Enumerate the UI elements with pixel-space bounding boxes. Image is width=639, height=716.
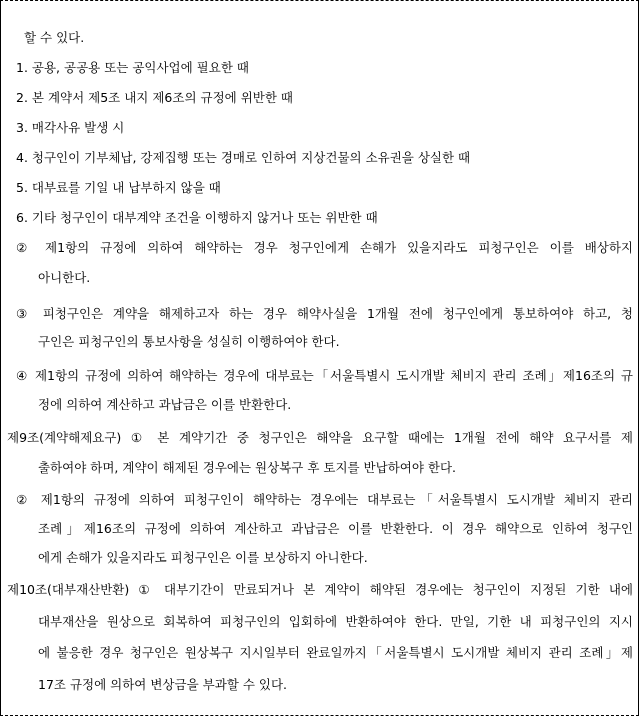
article-9-line-2: 출하여야 하며, 계약이 해제된 경우에는 원상복구 후 토지를 반납하여야 한다. [38, 460, 457, 475]
article-10-line-2: 대부재산을 원상으로 회복하여 피청구인의 입회하에 반환하여야 한다. 만일, 기한 내 피청구인의 지시 [38, 614, 633, 629]
paragraph-2-line-2: 아니한다. [38, 270, 91, 285]
text-line-1: 할 수 있다. [24, 30, 85, 45]
article-10-line-3: 에 불응한 경우 청구인은 원상복구 지시일부터 완료일까지「서울특별시 도시개발 체비지 관리 조례」제 [38, 645, 633, 660]
list-item-4: 4. 청구인이 기부체납, 강제집행 또는 경매로 인하여 지상건물의 소유권을 상실한 때 [16, 150, 471, 165]
paragraph-3-line-1: ③ 피청구인은 계약을 해제하고자 하는 경우 해약사실을 1개월 전에 청구인에게 통보하여야 하고, 청 [16, 306, 633, 321]
article-10-line-4: 17조 규정에 의하여 변상금을 부과할 수 있다. [38, 677, 287, 692]
list-item-2: 2. 본 계약서 제5조 내지 제6조의 규정에 위반한 때 [16, 90, 293, 105]
paragraph-3-line-2: 구인은 피청구인의 통보사항을 성실히 이행하여야 한다. [38, 334, 340, 349]
paragraph-4-line-2: 정에 의하여 계산하고 과납금은 이를 반환한다. [38, 397, 292, 412]
article-9-para-2-line-2: 조례」제16조의 규정에 의하여 계산하고 과납금은 이를 반환한다. 이 경우 해약으로 인하여 청구인 [38, 521, 633, 536]
list-item-3: 3. 매각사유 발생 시 [16, 120, 125, 135]
paragraph-2-line-1: ② 제1항의 규정에 의하여 해약하는 경우 청구인에게 손해가 있을지라도 피청구인은 이를 배상하지 [16, 240, 633, 255]
article-9-line-1: 제9조(계약해제요구) ① 본 계약기간 중 청구인은 해약을 요구할 때에는 1개월 전에 해약 요구서를 제 [7, 430, 633, 445]
article-9-para-2-line-1: ② 제1항의 규정에 의하여 피청구인이 해약하는 경우에는 대부료는「서울특별시 도시개발 체비지 관리 [16, 492, 633, 507]
list-item-6: 6. 기타 청구인이 대부계약 조건을 이행하지 않거나 또는 위반한 때 [16, 210, 378, 225]
article-10-line-1: 제10조(대부재산반환) ① 대부기간이 만료되거나 본 계약이 해약된 경우에는 청구인이 지정된 기한 내에 [7, 582, 633, 597]
list-item-5: 5. 대부료를 기일 내 납부하지 않을 때 [16, 180, 221, 195]
article-9-para-2-line-3: 에게 손해가 있을지라도 피청구인은 이를 보상하지 아니한다. [38, 550, 368, 565]
paragraph-4-line-1: ④ 제1항의 규정에 의하여 해약하는 경우에 대부료는「서울특별시 도시개발 체비지 관리 조례」제16조의 규 [16, 368, 633, 383]
list-item-1: 1. 공용, 공공용 또는 공익사업에 필요한 때 [16, 60, 249, 75]
